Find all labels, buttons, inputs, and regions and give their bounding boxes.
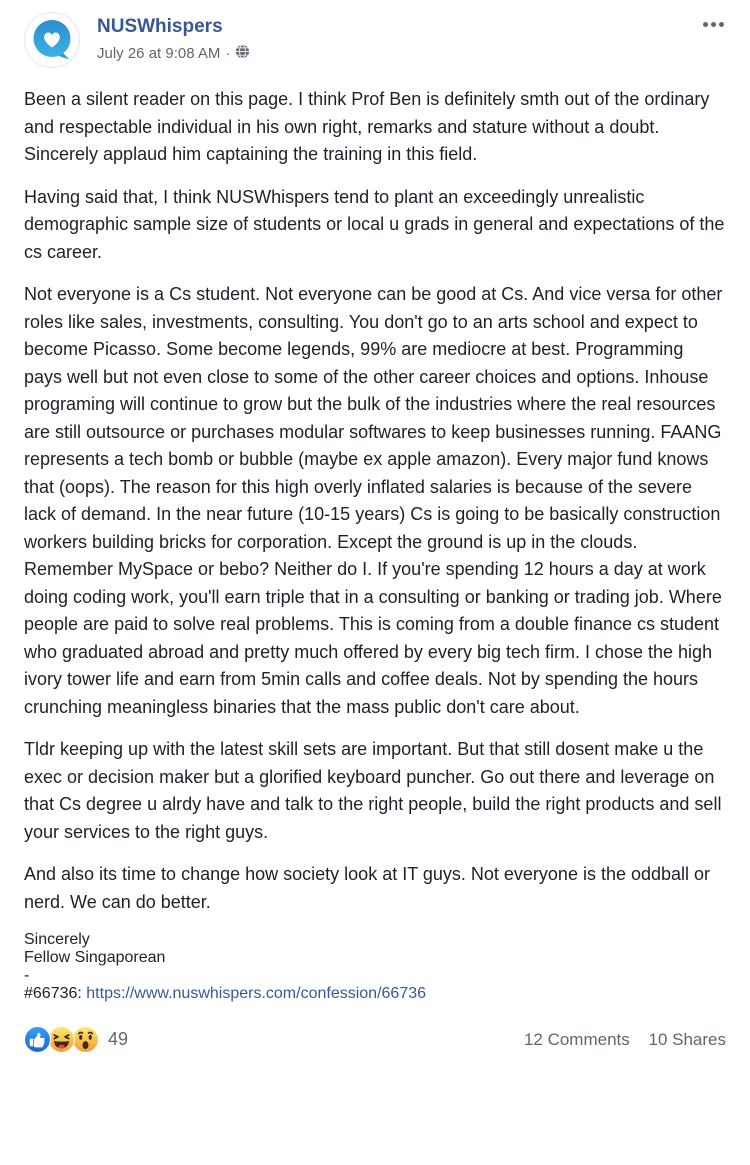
header-text xyxy=(97,12,250,63)
page-name-link[interactable]: NUSWhispers xyxy=(97,16,223,37)
reaction-count[interactable]: 49 xyxy=(108,1029,129,1049)
post-paragraph: Having said that, I think NUSWhispers tend to plant an exceedingly unrealistic demographic sample size of students or local u grads in general and expectations of the cs career. xyxy=(24,186,725,262)
reaction-summary[interactable] xyxy=(24,1026,128,1053)
more-options-button[interactable] xyxy=(701,12,726,37)
shares-count[interactable]: 10 Shares xyxy=(648,1029,726,1049)
confession-number: #66736: xyxy=(24,985,87,1002)
ellipsis-icon xyxy=(711,22,716,27)
haha-reaction-icon[interactable] xyxy=(48,1026,75,1053)
signature-line: - xyxy=(24,967,30,984)
comments-count[interactable]: 12 Comments xyxy=(523,1029,630,1049)
avatar[interactable] xyxy=(24,12,80,68)
post-paragraph: Not everyone is a Cs student. Not everyone can be good at Cs. And vice versa for other roles like sales, investments, consulting. You don't go to an arts school and expect to become Picasso. Some become legends, 99% are mediocre at best. Programming pays well but not even close to some of the other career choices and options. Inhouse programing will continue to grow but the bulk of the industries where the real resources are still outsource or purchases modular softwares to keep businesses running. FAANG represents a tech bomb or bubble (maybe ex apple amazon). Every major fund knows that (oops). The reason for this high overly inflated salaries is because of the severe lack of demand. In the near future (10-15 years) Cs is going to be basically construction workers building bricks for corporation. Except the ground is up in the clouds. Remember MySpace or bebo? Neither do I. If you're spending 12 hours a day at work doing coding work, you'll earn triple that in a consulting or banking or trading job. Where people are paid to solve real problems. This is coming from a double finance cs student who graduated abroad and pretty much offered by every big tech firm. I chose the high ivory tower life and earn from 5min calls and coffee deals. Not by spending the hours crunching meaningless binaries that the mass public don't care about. xyxy=(24,284,723,717)
ellipsis-icon xyxy=(703,22,708,27)
post-header xyxy=(0,0,750,68)
post-meta xyxy=(97,43,250,63)
post-paragraph: And also its time to change how society look at IT guys. Not everyone is the oddball or nerd. We can do better. xyxy=(24,864,711,912)
signature-line: Fellow Singaporean xyxy=(24,949,166,966)
like-reaction-icon[interactable] xyxy=(24,1026,51,1053)
nuswhispers-logo-icon xyxy=(24,12,80,68)
confession-link[interactable]: https://www.nuswhispers.com/confession/66736 xyxy=(86,985,427,1002)
confession-line xyxy=(24,985,726,1003)
timestamp[interactable]: July 26 at 9:08 AM xyxy=(97,44,221,62)
engagement-counts xyxy=(524,1030,726,1050)
meta-separator: · xyxy=(225,44,231,62)
post-body xyxy=(0,68,750,1003)
globe-public-icon xyxy=(235,44,250,63)
signature-line: Sincerely xyxy=(24,931,90,948)
ellipsis-icon xyxy=(719,22,724,27)
wow-reaction-icon[interactable] xyxy=(72,1026,99,1053)
post-paragraph: Been a silent reader on this page. I think Prof Ben is definitely smth out of the ordinary and respectable individual in his own right, remarks and stature without a doubt. Sincerely applaud him captaining the training in this field. xyxy=(24,89,710,164)
post-paragraph: Tldr keeping up with the latest skill sets are important. But that still dosent make u the exec or decision maker but a glorified keyboard puncher. Go out there and leverage on that Cs degree u alrdy have and talk to the right people, build the right products and sell your services to the right guys. xyxy=(24,739,722,842)
post-footer xyxy=(0,1018,750,1069)
